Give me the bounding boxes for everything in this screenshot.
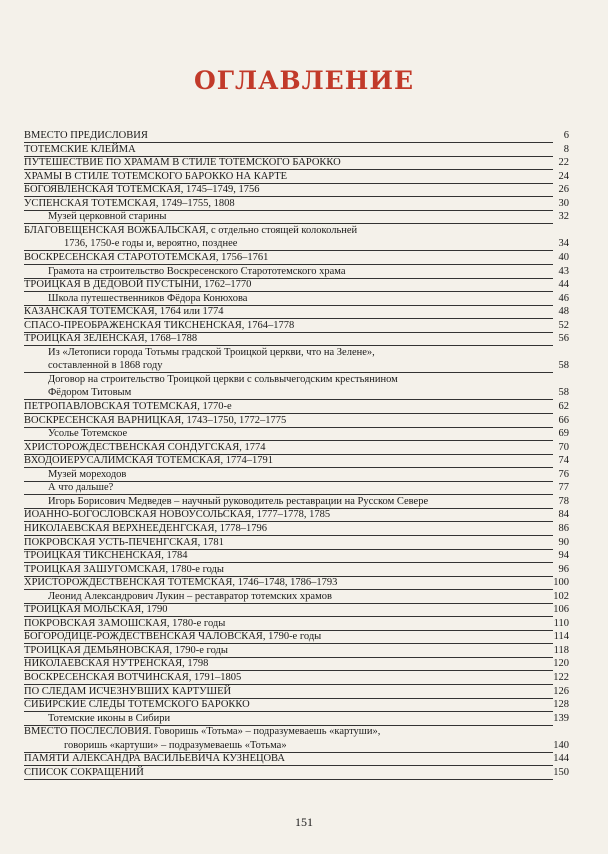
toc-entry-title: ВОСКРЕСЕНСКАЯ СТАРОТОТЕМСКАЯ, 1756–1761 <box>24 251 269 263</box>
toc-entry-title: ВМЕСТО ПОСЛЕСЛОВИЯ. Говоришь «Тотьма» – подразумеваешь «картуши», <box>24 726 381 738</box>
toc-entry-title: ТРОИЦКАЯ ТИКСНЕНСКАЯ, 1784 <box>24 550 188 562</box>
toc-entry-title: ТОТЕМСКИЕ КЛЕЙМА <box>24 143 136 155</box>
toc-entry-page: 90 <box>558 536 569 548</box>
toc-entry-page: 62 <box>558 401 569 412</box>
page-title: ОГЛАВЛЕНИЕ <box>193 66 415 95</box>
toc-entry-title: 1736, 1750-е годы и, вероятно, позднее <box>64 238 238 250</box>
toc-entry-page: 144 <box>553 753 569 765</box>
toc-entry-title: Фёдором Титовым <box>48 387 132 399</box>
toc-entry-title: ПОКРОВСКАЯ ЗАМОШСКАЯ, 1780-е годы <box>24 617 226 629</box>
toc-entry-page: 110 <box>553 617 569 629</box>
toc-entry-title: Усолье Тотемское <box>48 428 128 440</box>
toc-entry-page: 86 <box>558 522 569 534</box>
toc-entry-page: 43 <box>558 265 569 277</box>
toc-entry-title: ХРИСТОРОЖДЕСТВЕНСКАЯ ТОТЕМСКАЯ, 1746–1748, 1786–1793 <box>24 577 338 589</box>
toc-entry-title: НИКОЛАЕВСКАЯ НУТРЕНСКАЯ, 1798 <box>24 658 209 670</box>
toc-entry-title: Грамота на строительство Воскресенского Старототемского храма <box>48 265 346 277</box>
toc-entry-title: Игорь Борисович Медведев – научный руководитель реставрации на Русском Севере <box>48 495 429 507</box>
toc-entry-page: 44 <box>558 279 569 291</box>
toc-entry-page: 46 <box>558 292 569 304</box>
toc-entry-title: КАЗАНСКАЯ ТОТЕМСКАЯ, 1764 или 1774 <box>24 306 224 318</box>
toc-entry[interactable] <box>24 765 569 780</box>
toc-entry-page: 74 <box>558 455 569 467</box>
toc-entry-page: 120 <box>553 658 569 670</box>
toc-entry-page: 106 <box>553 604 569 616</box>
toc-entry-title: ТРОИЦКАЯ В ДЕДОВОЙ ПУСТЫНИ, 1762–1770 <box>24 279 252 291</box>
toc-entry-title: ВОСКРЕСЕНСКАЯ ВАРНИЦКАЯ, 1743–1750, 1772–1775 <box>24 414 287 426</box>
toc-entry-page: 34 <box>558 238 569 250</box>
toc-entry-title: ТРОИЦКАЯ ЗЕЛЕНСКАЯ, 1768–1788 <box>24 333 198 345</box>
toc-entry-page: 76 <box>558 468 569 480</box>
toc-entry-page: 69 <box>558 428 569 440</box>
toc-entry-page: 30 <box>558 197 569 209</box>
toc-entry-page: 70 <box>558 441 569 453</box>
page-number: 151 <box>295 815 313 829</box>
toc-entry-title: А что дальше? <box>48 482 114 494</box>
toc-entry-page: 66 <box>558 414 569 426</box>
toc-entry-title: ПОКРОВСКАЯ УСТЬ-ПЕЧЕНГСКАЯ, 1781 <box>24 536 224 548</box>
toc-entry-page: 122 <box>553 672 569 683</box>
toc-entry-title: ВОСКРЕСЕНСКАЯ ВОТЧИНСКАЯ, 1791–1805 <box>24 672 242 683</box>
toc-entry-page: 126 <box>553 685 569 697</box>
toc-entry-title: ТРОИЦКАЯ ЗАШУГОМСКАЯ, 1780-е годы <box>24 563 224 575</box>
toc-entry-title: ТРОИЦКАЯ МОЛЬСКАЯ, 1790 <box>24 604 168 616</box>
toc-entry-page: 96 <box>558 563 569 575</box>
toc-entry-page: 77 <box>558 482 569 494</box>
toc-entry-title: ИОАННО-БОГОСЛОВСКАЯ НОВОУСОЛЬСКАЯ, 1777–1778, 1785 <box>24 509 331 521</box>
toc-entry-title: Договор на строительство Троицкой церкви с сольвычегодским крестьянином <box>48 373 398 385</box>
toc-entry-title: ПАМЯТИ АЛЕКСАНДРА ВАСИЛЬЕВИЧА КУЗНЕЦОВА <box>24 753 285 765</box>
toc-entry-title: УСПЕНСКАЯ ТОТЕМСКАЯ, 1749–1755, 1808 <box>24 197 235 209</box>
toc-entry-title: БОГОЯВЛЕНСКАЯ ТОТЕМСКАЯ, 1745–1749, 1756 <box>24 184 260 196</box>
toc-entry-page: 32 <box>558 211 569 223</box>
toc-entry-title: Из «Летописи города Тотьмы градской Троицкой церкви, что на Зелене», <box>48 346 375 358</box>
toc-entry-page: 84 <box>558 509 569 521</box>
toc-entry-title: Музей церковной старины <box>48 211 167 223</box>
toc-entry-page: 140 <box>553 739 569 751</box>
toc-entry-page: 26 <box>558 184 569 196</box>
toc-entry-title: говоришь «картуши» – подразумеваешь «Тотьма» <box>64 739 287 751</box>
toc-entry-title: ХРАМЫ В СТИЛЕ ТОТЕМСКОГО БАРОККО НА КАРТЕ <box>24 170 288 182</box>
toc-entry-page: 78 <box>558 495 569 507</box>
toc-entry-page: 22 <box>558 157 569 169</box>
toc-entry-title: Тотемские иконы в Сибири <box>48 712 171 724</box>
toc-entry-title: ХРИСТОРОЖДЕСТВЕНСКАЯ СОНДУГСКАЯ, 1774 <box>24 441 266 453</box>
toc-entry-title: СПАСО-ПРЕОБРАЖЕНСКАЯ ТИКСНЕНСКАЯ, 1764–1778 <box>24 319 295 331</box>
toc-entry-title: Леонид Александрович Лукин – реставратор тотемских храмов <box>48 590 332 602</box>
toc-entry-page: 8 <box>563 143 569 155</box>
toc-entry-title: ВХОДОИЕРУСАЛИМСКАЯ ТОТЕМСКАЯ, 1774–1791 <box>24 455 274 467</box>
toc-entry-page: 150 <box>553 766 569 778</box>
toc-entry-title: ТРОИЦКАЯ ДЕМЬЯНОВСКАЯ, 1790-е годы <box>24 644 228 656</box>
toc-entry-page: 128 <box>553 699 569 711</box>
toc-entry-page: 102 <box>553 590 569 602</box>
toc-entry-title: составленной в 1868 году <box>48 360 163 372</box>
toc-entry-page: 48 <box>558 306 569 318</box>
toc-entry-page: 58 <box>558 360 569 372</box>
toc-entry-page: 56 <box>558 333 569 345</box>
toc-entry-title: ВМЕСТО ПРЕДИСЛОВИЯ <box>24 130 148 141</box>
toc-entry-page: 94 <box>558 550 569 562</box>
toc-entry-page: 40 <box>558 251 569 263</box>
toc-entry-title: Школа путешественников Фёдора Конюхова <box>48 292 248 304</box>
toc-entry-page: 114 <box>553 631 569 643</box>
toc-entry-page: 6 <box>563 130 569 141</box>
toc-entry-title: НИКОЛАЕВСКАЯ ВЕРХНЕЕДЕНГСКАЯ, 1778–1796 <box>24 522 267 534</box>
toc-entry-page: 139 <box>553 712 569 724</box>
toc-entry-page: 118 <box>553 644 569 656</box>
toc-entry-title: СИБИРСКИЕ СЛЕДЫ ТОТЕМСКОГО БАРОККО <box>24 699 250 711</box>
toc-entry-title: ПО СЛЕДАМ ИСЧЕЗНУВШИХ КАРТУШЕЙ <box>24 685 232 697</box>
toc-entry-title: СПИСОК СОКРАЩЕНИЙ <box>24 766 144 778</box>
toc-entry-page: 100 <box>553 577 569 589</box>
toc-entry-title: БОГОРОДИЦЕ-РОЖДЕСТВЕНСКАЯ ЧАЛОВСКАЯ, 1790-е годы <box>24 631 322 643</box>
toc-entry-page: 24 <box>558 170 569 182</box>
toc-entry-page: 58 <box>558 387 569 399</box>
toc-entry-page: 52 <box>558 319 569 331</box>
toc-entry-title: Музей мореходов <box>48 468 127 480</box>
toc-entry-title: ПУТЕШЕСТВИЕ ПО ХРАМАМ В СТИЛЕ ТОТЕМСКОГО БАРОККО <box>24 157 341 169</box>
toc-entry-title: ПЕТРОПАВЛОВСКАЯ ТОТЕМСКАЯ, 1770-е <box>24 401 232 412</box>
toc-entry-title: БЛАГОВЕЩЕНСКАЯ ВОЖБАЛЬСКАЯ, с отдельно стоящей колокольней <box>24 224 358 236</box>
